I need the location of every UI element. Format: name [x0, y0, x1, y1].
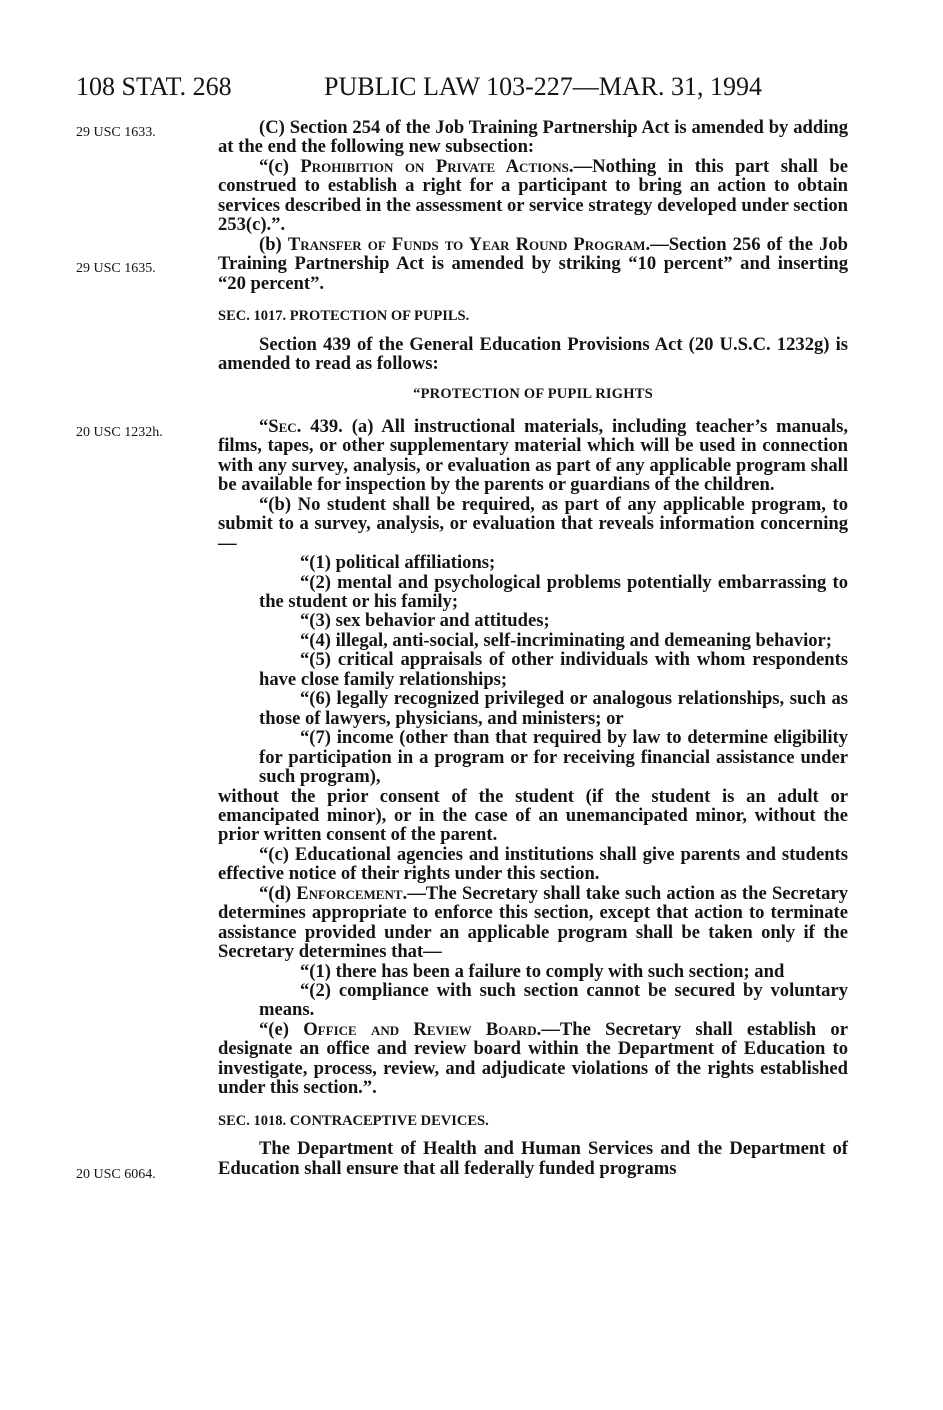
c-sub-prefix: “(c) — [259, 155, 301, 177]
list-item: “(5) critical appraisals of other individuals with whom respondents have close family relationships; — [259, 649, 848, 690]
document-body — [218, 118, 848, 1178]
margin-note-29usc1635: 29 USC 1635. — [76, 261, 156, 276]
section-1018-text: The Department of Health and Human Services and the Department of Education shall ensure that all federally funded programs — [218, 1138, 848, 1179]
list-item: “(2) mental and psychological problems potentially embarrassing to the student or his family; — [259, 571, 848, 612]
sec439-quote: “ — [259, 415, 269, 437]
sec439-subsection-e — [218, 1020, 848, 1098]
stat-page-number: 108 STAT. 268 — [76, 72, 232, 101]
sec439-a-text: 439. (a) All instructional materials, including teacher’s manuals, films, tapes, or other supplementary material which will be used in connection with any survey, analysis, or evaluation as part of any applicable program shall be available for inspection by the parents or guardians of the children. — [218, 415, 848, 496]
section-1017-heading: SEC. 1017. PROTECTION OF PUPILS. — [218, 308, 470, 325]
d-text: —The Secretary shall take such action as the Secretary determines appropriate to enforce this section, except that action to terminate assistance provided under an applicable program shall be taken only if the Secretary determines that— — [218, 882, 848, 963]
paragraph-c-subsection — [218, 157, 848, 235]
protection-of-pupil-rights-heading: “PROTECTION OF PUPIL RIGHTS — [413, 386, 653, 403]
list-item: “(1) there has been a failure to comply with such section; and — [300, 960, 785, 982]
list-item: “(3) sex behavior and attitudes; — [300, 610, 550, 632]
sec439-label: Sec. — [268, 415, 302, 437]
sec439-b-closing: without the prior consent of the student (if the student is an adult or emancipated minor), or in the case of an unemancipated minor, without the prior written consent of the parent. — [218, 785, 848, 846]
sec439-subsection-b: “(b) No student shall be required, as part of any applicable program, to submit to a survey, analysis, or evaluation that reveals information concerning— — [218, 493, 848, 554]
d-heading: Enforcement. — [296, 882, 408, 904]
b-text: —Section 256 of the Job Training Partnership Act is amended by striking “10 percent” and inserting “20 percent”. — [218, 233, 849, 294]
section-1017-intro: Section 439 of the General Education Provisions Act (20 U.S.C. 1232g) is amended to read as follows: — [218, 333, 848, 374]
sec439-subsection-a — [218, 417, 848, 495]
margin-note-20usc6064: 20 USC 6064. — [76, 1167, 156, 1182]
list-item: “(1) political affiliations; — [300, 552, 496, 574]
public-law-title: PUBLIC LAW 103-227—MAR. 31, 1994 — [324, 72, 763, 101]
d-prefix: “(d) — [259, 882, 297, 904]
list-item: “(6) legally recognized privileged or analogous relationships, such as those of lawyers, physicians, and ministers; or — [259, 688, 848, 729]
sec439-subsection-c: “(c) Educational agencies and institutions shall give parents and students effective notice of their rights under this section. — [218, 843, 848, 885]
e-prefix: “(e) — [259, 1018, 304, 1040]
c-sub-heading: Prohibition on Private Actions. — [300, 155, 574, 177]
list-item: “(2) compliance with such section cannot be secured by voluntary means. — [259, 980, 848, 1021]
margin-note-29usc1633: 29 USC 1633. — [76, 125, 156, 140]
page-header — [76, 62, 856, 102]
e-heading: Office and Review Board. — [303, 1018, 542, 1040]
c-sub-text: —Nothing in this part shall be construed to establish a right for a participant to bring an action to obtain services described in the assessment or service strategy developed under section 253(c).”. — [218, 155, 848, 236]
paragraph-b-transfer — [218, 235, 848, 293]
list-item: “(7) income (other than that required by law to determine eligibility for participation in a program or for receiving financial assistance under such program), — [259, 727, 848, 788]
margin-note-20usc1232h: 20 USC 1232h. — [76, 425, 163, 440]
paragraph-c-intro: (C) Section 254 of the Job Training Partnership Act is amended by adding at the end the following new subsection: — [218, 117, 848, 158]
b-heading: Transfer of Funds to Year Round Program. — [287, 233, 651, 255]
e-text: —The Secretary shall establish or designate an office and review board within the Department of Education to investigate, process, review, and adjudicate violations of the rights established under this section.”. — [218, 1018, 848, 1099]
section-1018-heading: SEC. 1018. CONTRACEPTIVE DEVICES. — [218, 1112, 489, 1129]
sec439-subsection-d — [218, 884, 848, 962]
list-item: “(4) illegal, anti-social, self-incriminating and demeaning behavior; — [300, 629, 832, 651]
b-prefix: (b) — [259, 233, 288, 255]
